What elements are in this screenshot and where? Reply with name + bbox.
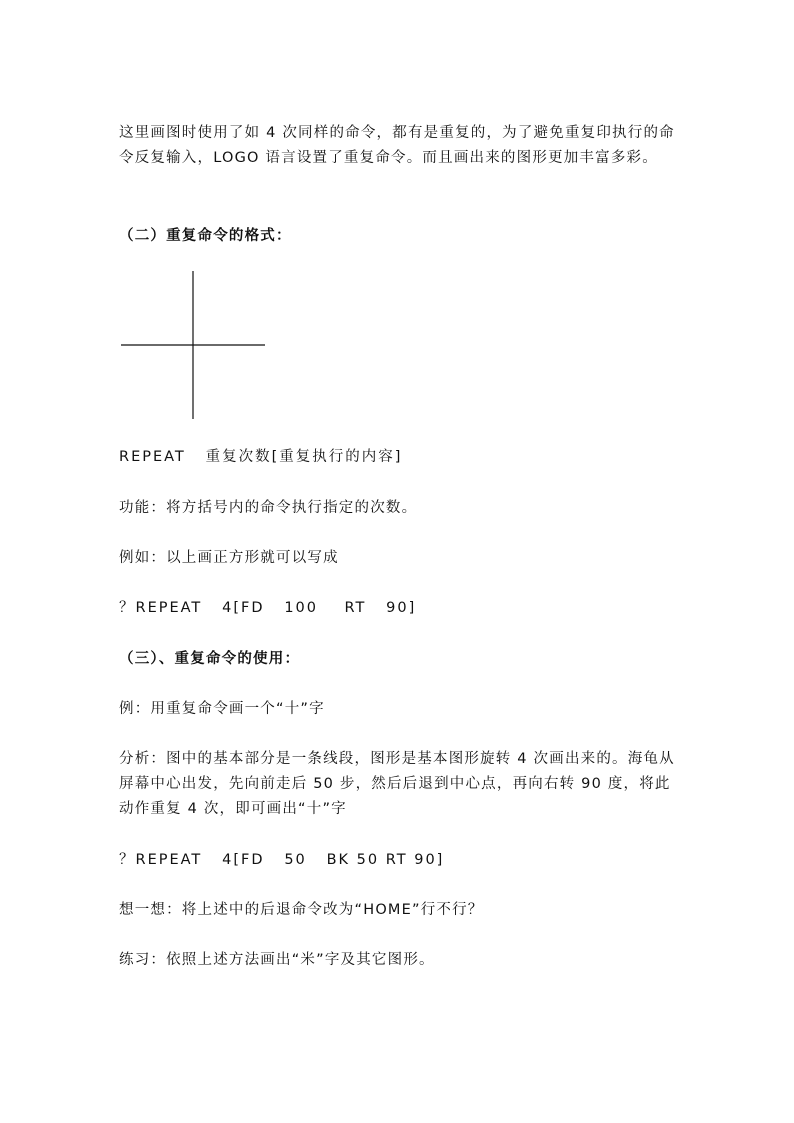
code-example-cross: ？REPEAT 4[FD 50 BK 50 RT 90] — [119, 852, 445, 868]
example-task: 例：用重复命令画一个“十”字 — [119, 701, 325, 717]
section-heading-usage: （三）、重复命令的使用： — [119, 651, 301, 667]
code-example-square: ？REPEAT 4[FD 100 RT 90] — [119, 600, 417, 616]
analysis-paragraph: 分析：图中的基本部分是一条线段，图形是基本图形旋转 4 次画出来的。海龟从屏幕中心出发，先向前走后 50 步，然后后退到中心点，再向右转 90 度，将此动作重复 4 次，即可画出“十”字 — [119, 751, 675, 817]
cross-figure — [119, 271, 267, 419]
syntax-line: REPEAT 重复次数[重复执行的内容] — [119, 449, 403, 465]
example-intro: 例如：以上画正方形就可以写成 — [119, 550, 339, 566]
section-heading-format: （二）重复命令的格式： — [119, 228, 292, 244]
think-question: 想一想：将上述中的后退命令改为“HOME”行不行？ — [119, 902, 484, 918]
exercise-text: 练习：依照上述方法画出“米”字及其它图形。 — [119, 952, 435, 968]
function-description: 功能：将方括号内的命令执行指定的次数。 — [119, 500, 418, 516]
intro-paragraph: 这里画图时使用了如 4 次同样的命令，都有是重复的，为了避免重复印执行的命令反复输入，LOGO 语言设置了重复命令。而且画出来的图形更加丰富多彩。 — [119, 125, 675, 166]
